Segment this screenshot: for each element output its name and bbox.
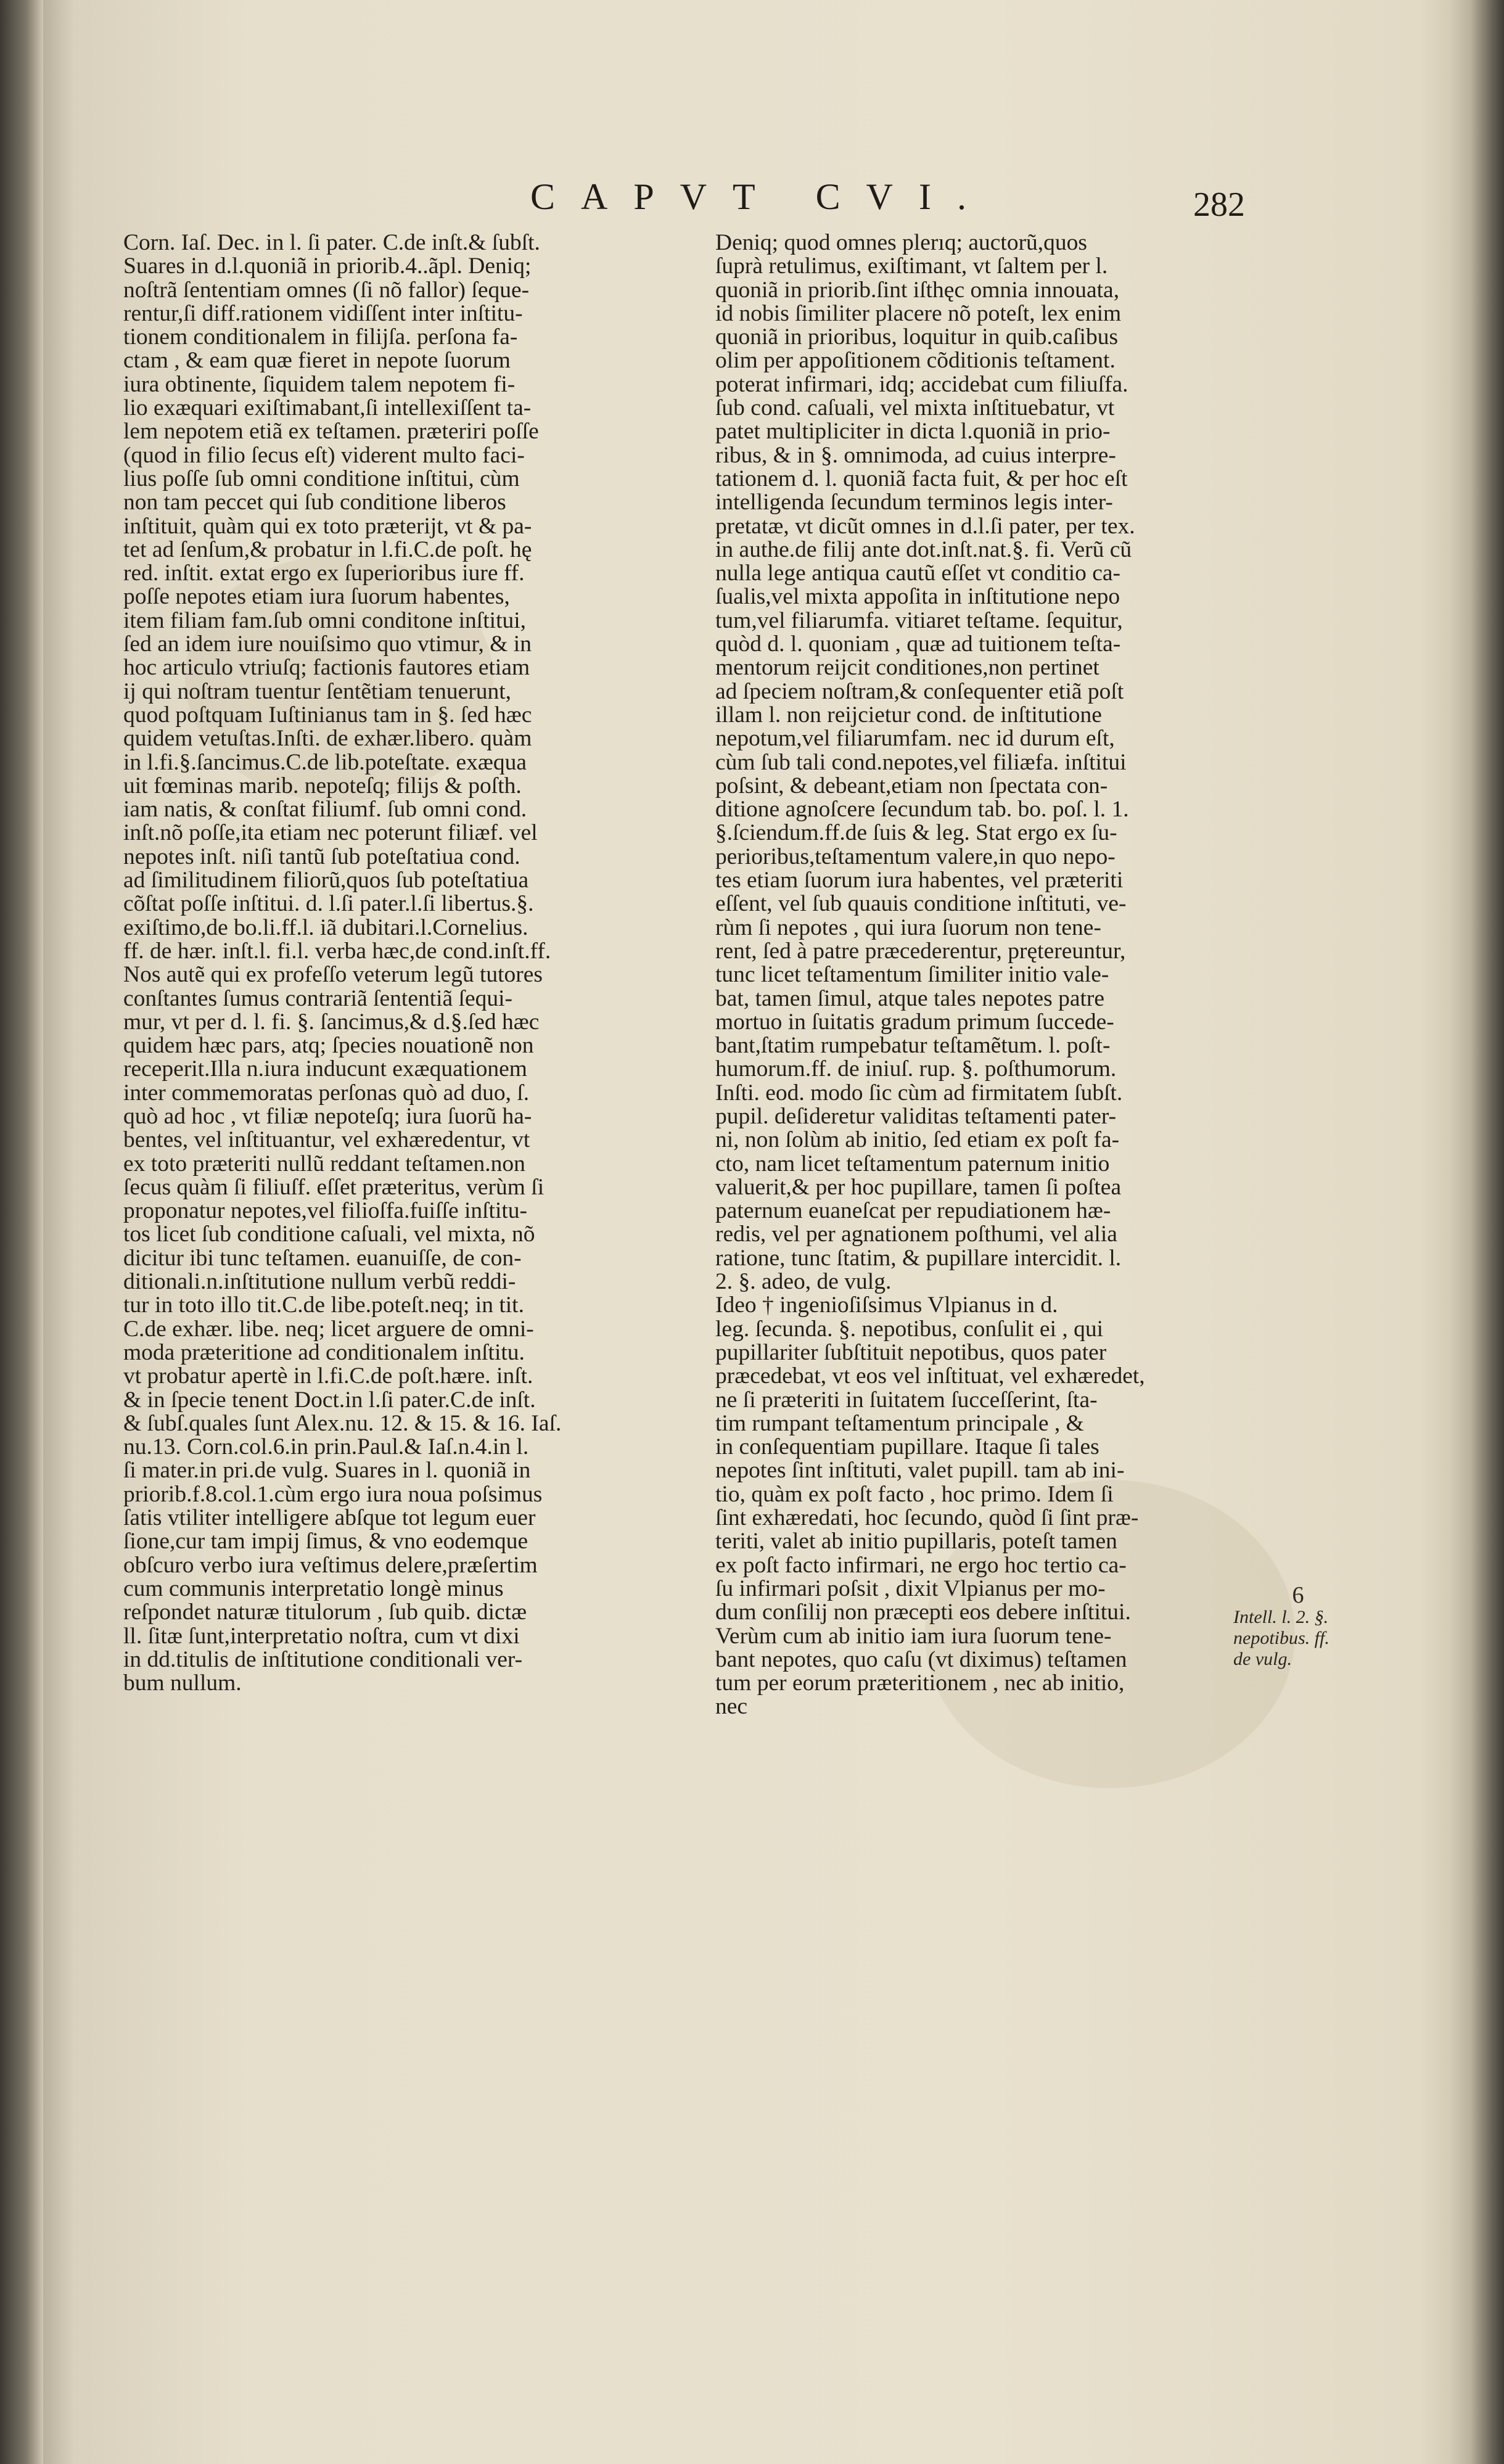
text-line: ſu infirmari poſsit , dixit Vlpianus per mo- <box>715 1575 1106 1601</box>
text-line: priorib.f.8.col.1.cùm ergo iura noua poſsimus <box>123 1481 543 1507</box>
text-line: tunc licet teſtamentum ſimiliter initio vale- <box>715 962 1109 988</box>
text-line: C.de exhær. libe. neq; licet arguere de omni- <box>123 1316 534 1342</box>
text-line: ſuprà retulimus, exiſtimant, vt ſaltem per l. <box>715 253 1108 279</box>
text-line: obſcuro verbo iura veſtimus delere,præſertim <box>123 1552 538 1578</box>
text-line: nu.13. Corn.col.6.in prin.Paul.& Iaſ.n.4.in l. <box>123 1434 529 1460</box>
text-line: cõſtat poſſe inſtitui. d. l.ſi pater.l.ſi libertus.§. <box>123 891 534 917</box>
text-line: pupillariter ſubſtituit nepotibus, quos pater <box>715 1339 1107 1365</box>
text-line: tio, quàm ex poſt facto , hoc primo. Idem ſi <box>715 1481 1114 1507</box>
text-line: dicitur ibi tunc teſtamen. euanuiſſe, de con- <box>123 1245 522 1271</box>
text-line: mortuo in ſuitatis gradum primum ſuccede- <box>715 1009 1114 1035</box>
text-line: inſtituit, quàm qui ex toto præterijt, vt & pa- <box>123 513 532 539</box>
text-line: item filiam fam.ſub omni conditone inſtitui, <box>123 607 527 633</box>
text-line: eſſent, vel ſub quauis conditione inſtituti, ve- <box>715 891 1127 917</box>
text-line: poterat infirmari, idq; accidebat cum filiuſfa. <box>715 371 1128 397</box>
text-line: poſsint, & debeant,etiam non ſpectata con- <box>715 773 1108 799</box>
text-line: tes etiam ſuorum iura habentes, vel præteriti <box>715 868 1124 893</box>
text-line: quod poſtquam Iuſtinianus tam in §. ſed hæc <box>123 702 532 728</box>
text-line: humorum.ff. de iniuſ. rup. §. poſthumorum. <box>715 1056 1117 1082</box>
text-line: lius poſſe ſub omni conditione inſtitui, cùm <box>123 466 520 491</box>
text-line: tum,vel filiarumfa. vitiaret teſtame. ſequitur, <box>715 607 1123 633</box>
text-line: ribus, & in §. omnimoda, ad cuius interpre- <box>715 442 1116 468</box>
running-head: CAPVT CVI. <box>530 176 992 217</box>
text-line: præcedebat, vt eos vel inſtituat, vel exhæredet, <box>715 1363 1145 1389</box>
text-line: ij qui noſtram tuentur ſentẽtiam tenuerunt, <box>123 678 512 704</box>
text-line: quòd d. l. quoniam , quæ ad tuitionem teſta- <box>715 631 1121 657</box>
right-text-column <box>715 231 1246 1719</box>
text-line: tum per eorum præteritionem , nec ab initio, <box>715 1670 1125 1696</box>
text-line: inter commemoratas perſonas quò ad duo, ſ. <box>123 1080 530 1106</box>
text-line: Ideo † ingenioſiſsimus Vlpianus in d. <box>715 1292 1058 1318</box>
text-line: ſint exhæredati, hoc ſecundo, quòd ſi ſint præ- <box>715 1505 1139 1531</box>
left-text-column <box>123 231 697 1695</box>
text-line: quò ad hoc , vt filiæ nepoteſq; iura ſuorũ ha- <box>123 1103 532 1129</box>
text-line: iam natis, & conſtat filiumf. ſub omni cond. <box>123 797 527 823</box>
text-line: ſatis vtiliter intelligere abſque tot legum euer <box>123 1505 536 1531</box>
text-line: redis, vel per agnationem poſthumi, vel alia <box>715 1222 1117 1247</box>
text-line: Verùm cum ab initio iam iura ſuorum tene- <box>715 1623 1112 1649</box>
margin-note-line: nepotibus. ff. <box>1233 1628 1329 1648</box>
text-line: reſpondet naturæ titulorum , ſub quib. dictæ <box>123 1600 527 1625</box>
text-line: ditionali.n.inſtitutione nullum verbũ reddi- <box>123 1269 516 1295</box>
text-line: nulla lege antiqua cautũ eſſet vt conditio ca- <box>715 561 1121 586</box>
text-line: in conſequentiam pupillare. Itaque ſi tales <box>715 1434 1099 1460</box>
text-line: ex toto præteriti nullũ reddant teſtamen.non <box>123 1151 525 1177</box>
text-line: moda præteritione ad conditionalem inſtitu. <box>123 1339 525 1365</box>
text-line: tet ad ſenſum,& probatur in l.fi.C.de poſt. hę <box>123 536 532 562</box>
text-line: nec <box>715 1694 748 1720</box>
text-line: Corn. Iaſ. Dec. in l. ſi pater. C.de inſt.& ſubſt. <box>123 230 540 255</box>
text-line: in dd.titulis de inſtitutione conditionali ver- <box>123 1646 523 1672</box>
text-line: proponatur nepotes,vel filioſfa.fuiſſe inſtitu- <box>123 1198 528 1224</box>
text-line: nepotes inſt. niſi tantũ ſub poteſtatiua cond. <box>123 844 520 869</box>
text-line: in l.fi.§.ſancimus.C.de lib.poteſtate. exæqua <box>123 749 527 775</box>
text-line: ſecus quàm ſi filiuſf. eſſet præteritus, verùm ſi <box>123 1174 544 1200</box>
text-line: quoniã in priorib.ſint iſthęc omnia innouata, <box>715 277 1120 303</box>
text-line: ſed an idem iure nouiſsimo quo vtimur, & in <box>123 631 532 657</box>
text-line: ditione agnoſcere ſecundum tab. bo. poſ. l. 1. <box>715 797 1129 823</box>
text-line: ad ſimilitudinem filiorũ,quos ſub poteſtatiua <box>123 868 529 893</box>
text-line: bentes, vel inſtituantur, vel exhæredentur, vt <box>123 1127 530 1153</box>
text-line: red. inſtit. extat ergo ex ſuperioribus iure ff. <box>123 561 525 586</box>
margin-note-line: Intell. l. 2. §. <box>1233 1607 1329 1627</box>
text-line: bum nullum. <box>123 1670 242 1696</box>
text-line: intelligenda ſecundum terminos legis inter- <box>715 490 1113 515</box>
text-line: id nobis ſimiliter placere nõ poteſt, lex enim <box>715 300 1122 326</box>
text-line: bant,ſtatim rumpebatur teſtamẽtum. l. poſt- <box>715 1033 1111 1059</box>
text-line: vt probatur apertè in l.fi.C.de poſt.hære. inſt. <box>123 1363 533 1389</box>
text-line: & in ſpecie tenent Doct.in l.ſi pater.C.de inſt. <box>123 1387 536 1413</box>
text-line: olim per appoſitionem cõditionis teſtament. <box>715 348 1116 374</box>
text-line: §.ſciendum.ff.de ſuis & leg. Stat ergo ex ſu- <box>715 820 1117 846</box>
text-line: rent, ſed à patre præcederentur, prętereuntur, <box>715 938 1126 964</box>
text-line: poſſe nepotes etiam iura ſuorum habentes, <box>123 584 510 610</box>
binding-edge <box>0 0 43 2464</box>
text-line: ſi mater.in pri.de vulg. Suares in l. quoniã in <box>123 1458 531 1484</box>
text-line: ll. ſitæ ſunt,interpretatio noſtra, cum vt dixi <box>123 1623 520 1649</box>
text-line: ſione,cur tam impij ſimus, & vno eodemque <box>123 1529 528 1554</box>
text-line: Inſti. eod. modo ſic cùm ad firmitatem ſubſt. <box>715 1080 1123 1106</box>
text-line: nepotes ſint inſtituti, valet pupill. tam ab ini- <box>715 1458 1125 1484</box>
text-line: valuerit,& per hoc pupillare, tamen ſi poſtea <box>715 1174 1122 1200</box>
text-line: ſub cond. caſuali, vel mixta inſtituebatur, vt <box>715 395 1115 421</box>
text-line: Suares in d.l.quoniã in priorib.4..ãpl. Deniq; <box>123 253 532 279</box>
text-line: non tam peccet qui ſub conditione liberos <box>123 490 506 515</box>
text-line: quidem hæc pars, atq; ſpecies nouationẽ non <box>123 1033 534 1059</box>
text-line: paternum euaneſcat per repudiationem hæ- <box>715 1198 1111 1224</box>
text-line: noſtrã ſententiam omnes (ſi nõ fallor) ſeque- <box>123 277 530 303</box>
text-line: perioribus,teſtamentum valere,in quo nepo- <box>715 844 1116 869</box>
text-line: rentur,ſi diff.rationem vidiſſent inter inſtitu- <box>123 300 523 326</box>
text-line: teriti, valet ab initio pupillaris, poteſt tamen <box>715 1529 1117 1554</box>
text-line: exiſtimo,de bo.li.ff.l. iã dubitari.l.Cornelius. <box>123 914 528 940</box>
text-line: tur in toto illo tit.C.de libe.poteſt.neq; in tit. <box>123 1292 524 1318</box>
text-line: patet multipliciter in dicta l.quoniã in prio- <box>715 419 1111 445</box>
text-line: ff. de hær. inſt.l. fi.l. verba hæc,de cond.inſt.ff. <box>123 938 551 964</box>
text-line: 2. §. adeo, de vulg. <box>715 1269 892 1295</box>
text-line: ad ſpeciem noſtram,& conſequenter etiã poſt <box>715 678 1124 704</box>
text-line: lem nepotem etiã ex teſtamen. præteriri poſſe <box>123 419 539 445</box>
text-line: cùm ſub tali cond.nepotes,vel filiæfa. inſtitui <box>715 749 1127 775</box>
text-line: uit fœminas marib. nepoteſq; filijs & poſth. <box>123 773 522 799</box>
text-line: receperit.Illa n.iura inducunt exæquationem <box>123 1056 527 1082</box>
text-line: ni, non ſolùm ab initio, ſed etiam ex poſt fa- <box>715 1127 1120 1153</box>
text-line: tionem conditionalem in filijſa. perſona fa- <box>123 324 518 350</box>
text-line: mentorum reijcit conditiones,non pertinet <box>715 655 1099 681</box>
text-line: tos licet ſub conditione caſuali, vel mixta, nõ <box>123 1222 535 1247</box>
text-line: (quod in filio ſecus eſt) viderent multo faci- <box>123 442 525 468</box>
text-line: hoc articulo vtriuſq; factionis fautores etiam <box>123 655 530 681</box>
text-line: bant nepotes, quo caſu (vt diximus) teſtamen <box>715 1646 1127 1672</box>
text-line: Nos autẽ qui ex profeſſo veterum legũ tutores <box>123 962 543 988</box>
text-line: ne ſi præteriti in ſuitatem ſucceſſerint, ſta- <box>715 1387 1098 1413</box>
text-line: inſt.nõ poſſe,ita etiam nec poterunt filiæf. vel <box>123 820 538 846</box>
text-line: bat, tamen ſimul, atque tales nepotes patre <box>715 985 1105 1011</box>
text-line: mur, vt per d. l. fi. §. ſancimus,& d.§.ſed hæc <box>123 1009 540 1035</box>
text-line: quoniã in prioribus, loquitur in quib.caſibus <box>715 324 1119 350</box>
text-line: lio exæquari exiſtimabant,ſi intellexiſſent ta- <box>123 395 532 421</box>
page-edge <box>1449 0 1504 2464</box>
text-line: tim rumpant teſtamentum principale , & <box>715 1410 1084 1436</box>
text-line: Deniq; quod omnes plerıq; auctorũ,quos <box>715 230 1088 255</box>
text-line: in authe.de filij ante dot.inſt.nat.§. fi. Verũ cũ <box>715 536 1132 562</box>
text-line: tationem d. l. quoniã facta fuit, & per hoc eſt <box>715 466 1128 491</box>
text-line: pupil. deſideretur validitas teſtamenti pater- <box>715 1103 1117 1129</box>
page-number: 282 <box>1193 186 1245 224</box>
text-line: dum conſilij non præcepti eos debere inſtitui. <box>715 1600 1131 1625</box>
margin-note-line: de vulg. <box>1233 1649 1292 1669</box>
text-line: iura obtinente, ſiquidem talem nepotem fi- <box>123 371 516 397</box>
text-line: ſualis,vel mixta appoſita in inſtitutione nepo <box>715 584 1120 610</box>
margin-note <box>1233 1582 1363 1670</box>
text-line: quidem vetuſtas.Inſti. de exhær.libero. quàm <box>123 726 532 752</box>
text-line: conſtantes ſumus contrariã ſententiã ſequi- <box>123 985 513 1011</box>
text-line: rùm ſi nepotes , qui iura ſuorum non tene- <box>715 914 1101 940</box>
margin-note-number: 6 <box>1292 1582 1304 1608</box>
text-line: cto, nam licet teſtamentum paternum initio <box>715 1151 1110 1177</box>
text-line: leg. ſecunda. §. nepotibus, conſulit ei , qui <box>715 1316 1104 1342</box>
text-line: & ſubſ.quales ſunt Alex.nu. 12. & 15. & 16. Iaſ. <box>123 1410 562 1436</box>
text-line: illam l. non reijcietur cond. de inſtitutione <box>715 702 1102 728</box>
text-line: nepotum,vel filiarumfam. nec id durum eſt, <box>715 726 1115 752</box>
text-line: ratione, tunc ſtatim, & pupillare intercidit. l. <box>715 1245 1122 1271</box>
text-line: pretatæ, vt dicũt omnes in d.l.ſi pater, per tex. <box>715 513 1135 539</box>
text-line: ex poſt facto infirmari, ne ergo hoc tertio ca- <box>715 1552 1127 1578</box>
text-line: ctam , & eam quæ fieret in nepote ſuorum <box>123 348 511 374</box>
text-line: cum communis interpretatio longè minus <box>123 1575 504 1601</box>
